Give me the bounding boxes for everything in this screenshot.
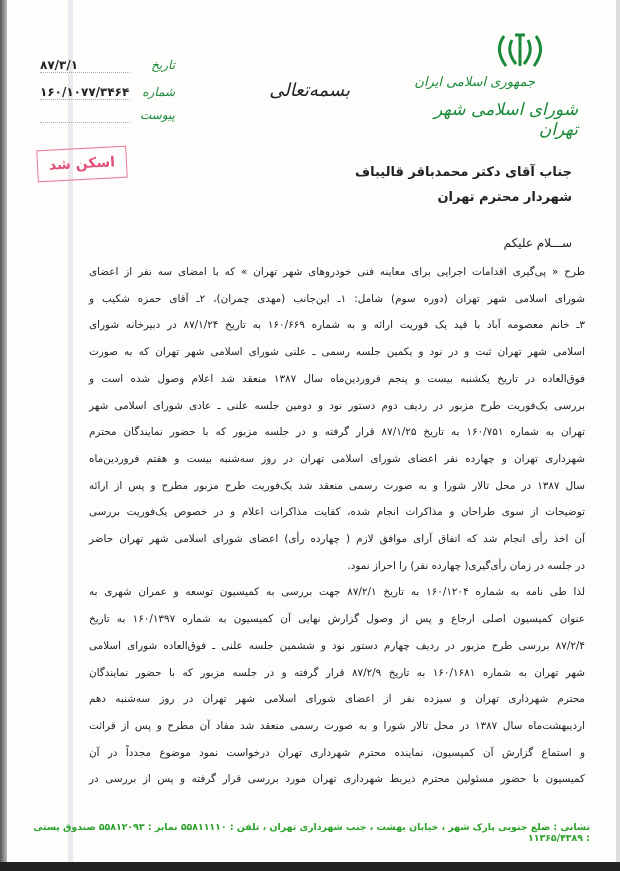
scanned-stamp: اسکن شد	[36, 146, 128, 183]
body-line: شهر تهران به شماره ۱۶۰/۱۶۸۱ به تاریخ ۸۷/۲/۹ قرار گرفته و در جلسه مزبور که با حضور نمایندگان	[89, 666, 585, 679]
addressee-title: شهردار محترم تهران	[437, 190, 572, 205]
body-line: ۳ـ خانم معصومه آباد با قید یک فوریت ارائه و به شماره ۱۶۰/۶۶۹ به تاریخ ۸۷/۱/۲۴ در دبیرخانه شورای	[89, 319, 586, 332]
attachment-label: پیوست	[140, 108, 175, 122]
org-name: شورای اسلامی شهر تهران	[434, 100, 578, 140]
date-field	[40, 58, 175, 76]
scan-bottom-edge	[0, 862, 620, 871]
attachment-field	[40, 108, 175, 126]
body-line: توضیحات از سوی طراحان و مذاکرات انجام شده، کفایت مذاکرات اعلام و در خصوص یک‌فوریت بررسی	[89, 506, 585, 519]
body-line: محترم شهرداری تهران و سیزده نفر از اعضای شورای اسلامی شهر تهران در روز سه‌شنبه دهم	[89, 693, 585, 706]
org-country: جمهوری اسلامی ایران	[414, 75, 535, 90]
greeting: ســـلام علیکم	[503, 236, 572, 250]
iran-emblem-icon	[490, 30, 550, 70]
date-value: ۸۷/۳/۱	[40, 58, 130, 73]
number-value: ۱۶۰/۱۰۷۷/۳۴۶۴	[40, 85, 130, 99]
footer-address: نشانی : ضلع جنوبی پارک شهر ، خیابان بهشت ، جنب شهرداری تهران ، تلفن : ۵۵۸۱۱۱۱۰ نمابر : ۵۵۸۱۲۰۹۳ صندوق پستی : ۱۱۳۶۵/۴۳۸۹	[33, 822, 590, 844]
body-line: تهران به شماره ۱۶۰/۷۵۱ به تاریخ ۸۷/۱/۲۵ قرار گرفته و در جلسه مزبور که با حضور نمایندگان محترم	[89, 426, 585, 439]
body-line: فوق‌العاده در تاریخ یکشنبه بیست و پنجم فروردین‌ماه سال ۱۳۸۷ منعقد شد اعلام وصول شده است و	[89, 372, 585, 385]
body-line: بررسی یک‌فوریت طرح مزبور در ردیف دوم دستور نود و دومین جلسه علنی ـ عادی شورای اسلامی شهر	[89, 399, 585, 412]
body-line: اسلامی شهر تهران ثبت و در نود و یکمین جلسه رسمی ـ علنی شورای اسلامی شهر تهران که به صورت	[89, 346, 585, 359]
scan-edge	[0, 0, 7, 871]
body-line: طرح « پی‌گیری اقدامات اجرایی برای معاینه فنی خودروهای شهر تهران » که با امضای سه نفر از اعضای	[89, 266, 585, 278]
body-line: لذا طی نامه به شماره ۱۶۰/۱۲۰۴ به تاریخ ۸۷/۲/۱ جهت بررسی به کمیسیون توسعه و عمران شهری به	[89, 586, 585, 599]
invocation: بسمه‌تعالی	[269, 80, 350, 101]
body-line: آن اخذ رأی انجام شد که اتفاق آرای موافق لازم ( چهارده رأی) اعضای شورای اسلامی شهر تهران حاضر	[89, 533, 585, 545]
date-label: تاریخ	[151, 58, 175, 72]
number-label: شماره	[142, 85, 175, 99]
attachment-value	[40, 108, 130, 123]
paper-fold	[68, 0, 73, 871]
body-line: شهرداری تهران و چهارده نفر اعضای شورای اسلامی تهران در روز سه‌شنبه بیست و هفتم فروردین‌ماه	[89, 452, 585, 465]
body-line: ۸۷/۲/۴ بررسی طرح مزبور در ردیف چهارم دستور نود و ششمین جلسه علنی ـ فوق‌العاده شورای اسلامی	[89, 639, 585, 652]
body-line: اردیبهشت‌ماه سال ۱۳۸۷ در محل تالار شورا و به صورت رسمی منعقد شد مفاد آن مطرح و پس از قرائت	[89, 719, 585, 732]
body-line: کمیسیون با حضور مسئولین محترم ذیربط شهرداری تهران مورد بررسی قرار گرفته و پس از بررسی در	[89, 773, 585, 786]
body-line: عنوان کمیسیون اصلی ارجاع و پس از وصول گزارش نهایی آن کمیسیون به شماره ۱۶۰/۱۳۹۷ به تاریخ	[89, 613, 585, 626]
body-line: سال ۱۳۸۷ در محل تالار شورا و به صورت رسمی منعقد شد یک‌فوریت طرح مزبور مطرح و پس از ارائه	[89, 479, 586, 492]
addressee-name: جناب آقای دکتر محمدباقر قالیباف	[355, 165, 572, 180]
body-line: شورای اسلامی شهر تهران (دوره سوم) شامل: ۱ـ این‌جانب (مهدی چمران)، ۲ـ آقای حمزه شکیب و	[89, 292, 585, 305]
body-line: و استماع گزارش آن کمیسیون، نماینده محترم شهرداری تهران درخواست نمود موضوع مجدداً در آن	[89, 746, 585, 759]
scan-edge-right	[616, 0, 620, 871]
body-line: در جلسه در زمان رأی‌گیری( چهارده نفر) را احراز نمود.	[347, 559, 585, 572]
number-field	[40, 85, 175, 103]
